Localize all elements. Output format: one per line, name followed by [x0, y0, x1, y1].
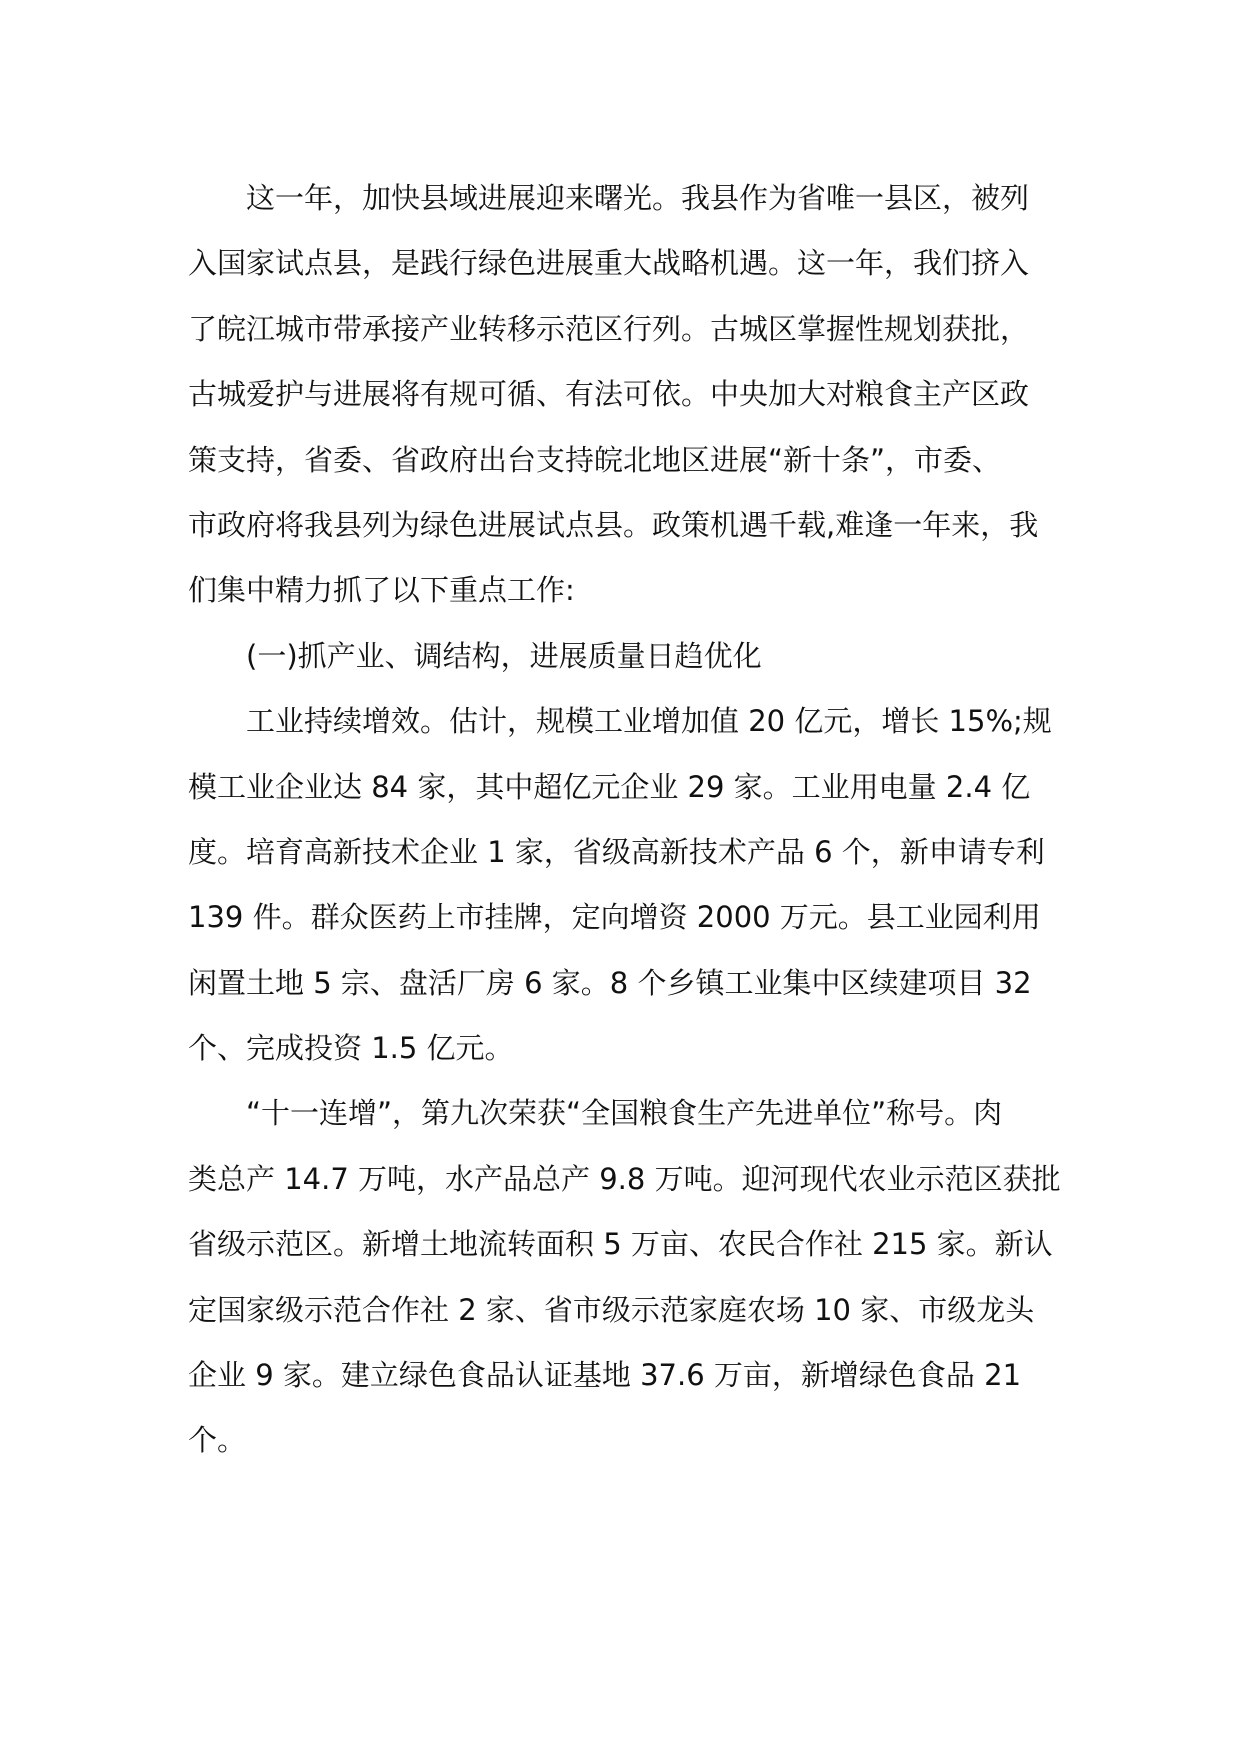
paragraph-1-line-7: 们集中精力抓了以下重点工作: [188, 573, 575, 608]
paragraph-2-line-3: 度。培育高新技术企业 1 家，省级高新技术产品 6 个，新申请专利 [188, 834, 1045, 869]
paragraph-1-line-3: 了皖江城市带承接产业转移示范区行列。古城区掌握性规划获批， [188, 311, 1030, 346]
paragraph-1-line-1: 这一年，加快县域进展迎来曙光。我县作为省唯一县区，被列 [246, 181, 1030, 215]
paragraph-1-line-5: 策支持，省委、省政府出台支持皖北地区进展“新十条”，市委、 [188, 442, 1002, 477]
paragraph-1-line-6: 市政府将我县列为绿色进展试点县。政策机遇千载,难逢一年来，我 [188, 507, 1039, 542]
paragraph-1-line-2: 入国家试点县，是践行绿色进展重大战略机遇。这一年，我们挤入 [188, 246, 1030, 281]
paragraph-3-line-2: 类总产 14.7 万吨，水产品总产 9.8 万吨。迎河现代农业示范区获批 [188, 1161, 1061, 1196]
paragraph-1-line-4: 古城爱护与进展将有规可循、有法可依。中央加大对粮食主产区政 [188, 377, 1030, 412]
paragraph-3-line-1: “十一连增”，第九次荣获“全国粮食生产先进单位”称号。肉 [246, 1096, 1003, 1131]
paragraph-3-line-6: 个。 [188, 1423, 247, 1458]
paragraph-3-line-4: 定国家级示范合作社 2 家、省市级示范家庭农场 10 家、市级龙头 [188, 1292, 1035, 1327]
document-body [188, 166, 1061, 1474]
paragraph-2-line-6: 个、完成投资 1.5 亿元。 [188, 1031, 514, 1066]
paragraph-2-line-2: 模工业企业达 84 家，其中超亿元企业 29 家。工业用电量 2.4 亿 [188, 769, 1031, 804]
section-heading: (一)抓产业、调结构，进展质量日趋优化 [246, 638, 762, 673]
paragraph-2-line-1: 工业持续增效。估计，规模工业增加值 20 亿元，增长 15%;规 [246, 704, 1052, 739]
paragraph-2-line-5: 闲置土地 5 宗、盘活厂房 6 家。8 个乡镇工业集中区续建项目 32 [188, 965, 1032, 1000]
paragraph-3-line-3: 省级示范区。新增土地流转面积 5 万亩、农民合作社 215 家。新认 [188, 1227, 1053, 1262]
paragraph-2-line-4: 139 件。群众医药上市挂牌，定向增资 2000 万元。县工业园利用 [188, 900, 1041, 935]
paragraph-3-line-5: 企业 9 家。建立绿色食品认证基地 37.6 万亩，新增绿色食品 21 [188, 1358, 1022, 1393]
